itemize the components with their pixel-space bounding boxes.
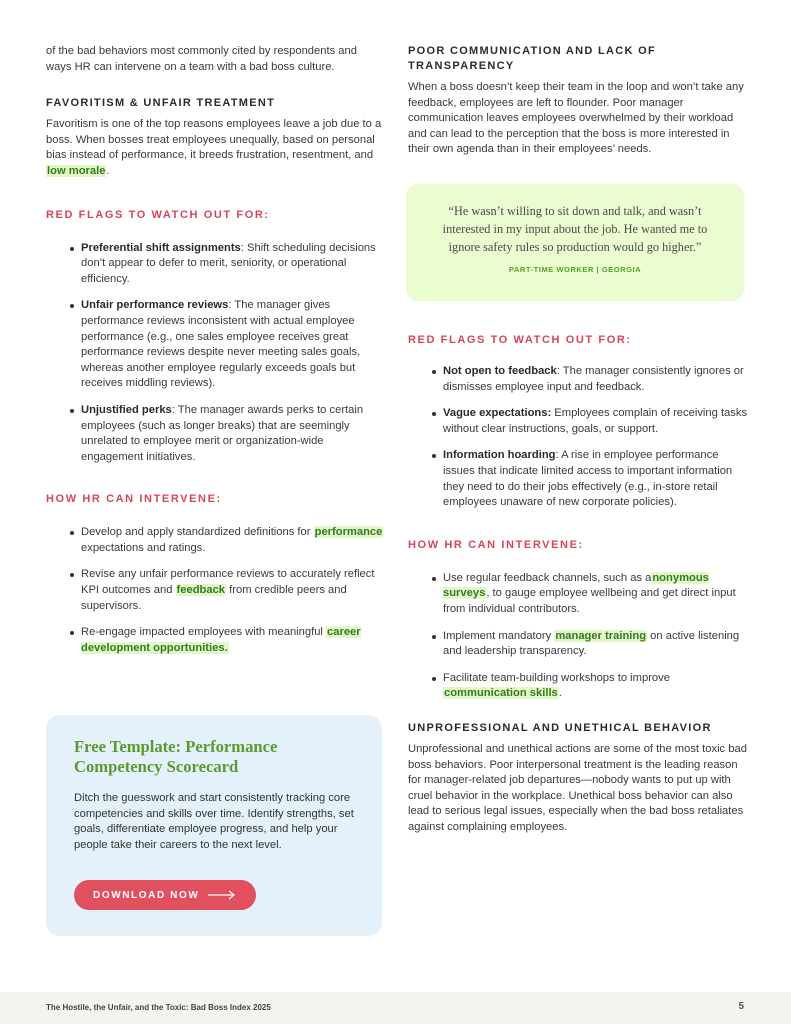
flag-text: : The manager gives performance reviews inconsistent with actual employee performance (e.g., one sales employee receives great performance reviews despite never meeting sales goals, whereas another employee regularly exceeds goals but receives middling reviews). xyxy=(81,299,361,390)
quote-card xyxy=(406,184,744,301)
item-text: . xyxy=(558,687,562,700)
item-text: , to gauge employee wellbeing and get direct input from individual contributors. xyxy=(443,587,736,615)
communication-skills-link[interactable]: communication skills xyxy=(444,687,558,700)
list-item xyxy=(46,567,384,614)
list-item xyxy=(408,671,748,702)
right-column xyxy=(408,44,748,158)
left-red-flags-list xyxy=(46,241,384,466)
poor-communication-paragraph: When a boss doesn’t keep their team in the loop and won’t take any feedback, employees are left to flounder. Poor manager communication leaves employees overwhelmed by their workload and can lead to the perception that the boss is more interested in their own agenda than in their employees’ needs. xyxy=(408,81,744,156)
manager-training-link[interactable]: manager training xyxy=(555,629,647,642)
flag-title: Vague expectations: xyxy=(443,407,552,420)
list-item xyxy=(46,241,384,288)
item-text: Facilitate team-building workshops to improve xyxy=(443,671,670,684)
download-button-label: DOWNLOAD NOW xyxy=(93,889,200,901)
footer-title: The Hostile, the Unfair, and the Toxic: Bad Boss Index 2025 xyxy=(46,1003,271,1012)
flag-text: Employees complain of receiving tasks without clear instructions, goals, or support. xyxy=(443,407,748,435)
favoritism-text-end: . xyxy=(106,164,110,177)
promo-title: Free Template: Performance Competency Scorecard xyxy=(74,737,278,776)
item-text: Develop and apply standardized definitions for xyxy=(81,526,314,539)
career-development-link[interactable]: career development opportunities. xyxy=(81,626,361,654)
list-item xyxy=(408,571,748,618)
promo-description: Ditch the guesswork and start consistently tracking core competencies and skills over time. Identify strengths, set goals, differentiate employee progress, and help your people take their careers to the next level. xyxy=(74,792,354,851)
flag-text: : The manager awards perks to certain employees (such as longer breaks) that are seemingly unrelated to employee merit or organization-wide engagement initiatives. xyxy=(81,403,364,463)
quote-text: “He wasn’t willing to sit down and talk, and wasn’t interested in my input about the job. He wanted me to ignore safety rules so production would go higher.” xyxy=(442,204,708,254)
intervene-heading: HOW HR CAN INTERVENE: xyxy=(408,538,584,551)
list-item xyxy=(408,406,748,437)
flag-text: : Shift scheduling decisions don’t appear to defer to merit, seniority, or operational efficiency. xyxy=(81,241,376,285)
favoritism-heading: FAVORITISM & UNFAIR TREATMENT xyxy=(46,97,276,110)
left-column xyxy=(46,44,384,656)
item-text: Re-engage impacted employees with meaningful xyxy=(81,626,327,639)
item-text: Revise any unfair performance reviews to accurately reflect KPI outcomes and xyxy=(81,568,375,597)
left-intervene-list xyxy=(46,525,384,656)
item-text: on active listening and leadership transparency. xyxy=(443,629,740,658)
list-item xyxy=(408,448,748,510)
flag-title: Preferential shift assignments xyxy=(81,241,241,254)
item-text: expectations and ratings. xyxy=(81,541,206,554)
list-item xyxy=(46,625,384,656)
favoritism-paragraph xyxy=(46,117,384,179)
flag-title: Information hoarding xyxy=(443,449,556,462)
list-item xyxy=(408,629,748,660)
list-item xyxy=(46,525,384,556)
flag-title: Not open to feedback xyxy=(443,365,557,377)
feedback-link[interactable]: feedback xyxy=(176,584,226,597)
anonymous-surveys-link[interactable]: nonymous surveys xyxy=(443,571,709,600)
poor-communication-heading: POOR COMMUNICATION AND LACK OF TRANSPARENCY xyxy=(408,45,656,72)
low-morale-link[interactable]: low morale xyxy=(47,164,106,177)
download-now-button[interactable] xyxy=(74,880,256,910)
template-promo-card xyxy=(46,715,382,936)
list-item xyxy=(408,364,748,395)
page-footer xyxy=(0,992,791,1024)
item-text: Implement mandatory xyxy=(443,629,555,642)
red-flags-heading: RED FLAGS TO WATCH OUT FOR: xyxy=(46,208,270,221)
intervene-heading: HOW HR CAN INTERVENE: xyxy=(46,493,222,506)
right-column-lower xyxy=(408,333,748,835)
right-intervene-list xyxy=(408,571,748,702)
page-number: 5 xyxy=(738,1001,744,1012)
favoritism-text: Favoritism is one of the top reasons employees leave a job due to a boss. When bosses treat employees unequally, based on personal bias instead of performance, it breeds frustration, resentment, and xyxy=(46,118,382,162)
flag-title: Unfair performance reviews xyxy=(81,299,229,312)
right-red-flags-list xyxy=(408,364,748,511)
flag-title: Unjustified perks xyxy=(81,403,172,416)
intro-paragraph: of the bad behaviors most commonly cited by respondents and ways HR can intervene on a team with a bad boss culture. xyxy=(46,45,357,73)
unprofessional-heading: UNPROFESSIONAL AND UNETHICAL BEHAVIOR xyxy=(408,721,712,734)
list-item xyxy=(46,298,384,392)
quote-attribution: PART-TIME WORKER | GEORGIA xyxy=(508,265,642,274)
item-text: from credible peers and supervisors. xyxy=(81,584,347,612)
unprofessional-paragraph: Unprofessional and unethical actions are some of the most toxic bad boss behaviors. Poor interpersonal treatment is the leading reason for manager-related job departures—nobody wants to put up with cruel behavior in the workplace. Unethical boss behavior can also lead to serious legal issues, especially when the bad boss retaliates against complaining employees. xyxy=(408,742,747,833)
arrow-right-icon xyxy=(208,890,236,900)
flag-text: : The manager consistently ignores or dismisses employee input and feedback. xyxy=(443,365,744,393)
list-item xyxy=(46,403,384,465)
flag-text: : A rise in employee performance issues that indicate limited access to important information they need to do their jobs effectively (e.g., in-store retail employees unaware of new corporate policies). xyxy=(443,449,733,509)
item-text: Use regular feedback channels, such as a xyxy=(443,571,652,584)
performance-link[interactable]: performance xyxy=(314,526,383,539)
red-flags-heading: RED FLAGS TO WATCH OUT FOR: xyxy=(408,334,632,346)
